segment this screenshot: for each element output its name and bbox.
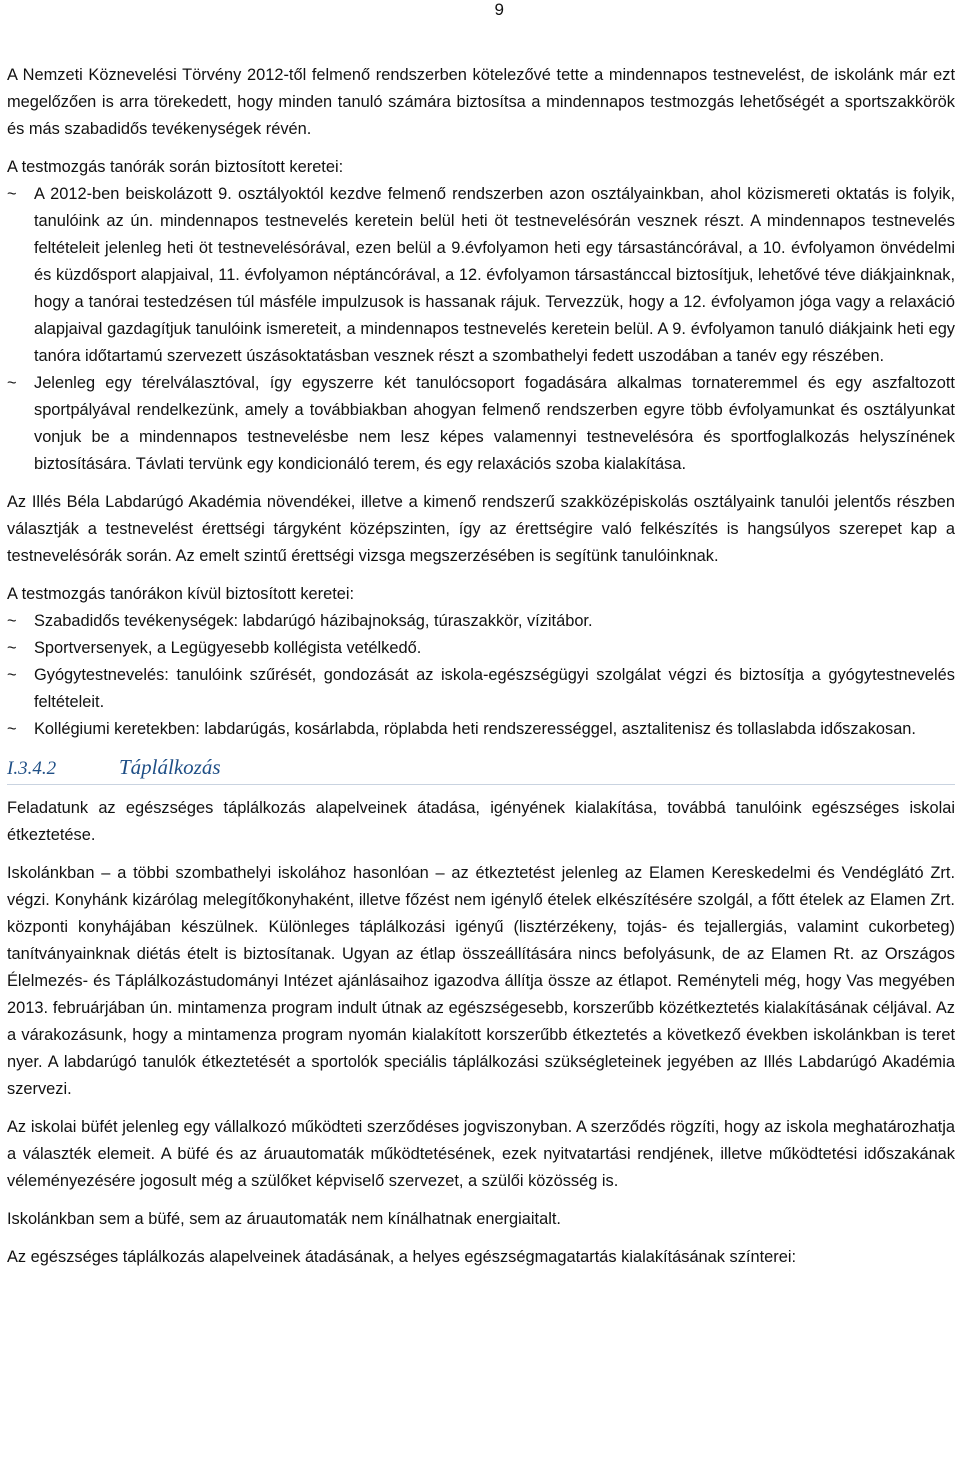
list-item: ~ Kollégiumi keretekben: labdarúgás, kosárlabda, röplabda heti rendszerességgel, asztalitenisz és tollaslabda időszakosan. — [7, 716, 955, 743]
buffet-paragraph: Az iskolai büfét jelenleg egy vállalkozó működteti szerződéses jogviszonyban. A szerződés rögzíti, hogy az iskola meghatározhatja a választék elemeit. A büfé és az áruautomaták működtetésének, ezek nyitvatartási rendjének, illetve működtetési időszakának véleményezésére jogosult még a szülőket képviselő szervezet, a szülői közösség is. — [7, 1118, 955, 1190]
list-item: ~ Jelenleg egy térelválasztóval, így egyszerre két tanulócsoport fogadására alkalmas tornateremmel és egy aszfaltozott sportpályával rendelkezünk, amely a továbbiakban ahogyan felmenő rendszerben egyre több évfolyamunkat és osztályunkat vonjuk be a mindennapos testnevelésbe nem lesz képes valamennyi testnevelésóra és sportfoglalkozás helyszínének biztosítására. Távlati tervünk egy kondicionáló terem, és egy relaxációs szoba kialakítása. — [7, 370, 955, 478]
page-content — [7, 62, 955, 1282]
list-item: ~ Szabadidős tevékenységek: labdarúgó házibajnokság, túraszakkör, vízitábor. — [7, 608, 955, 635]
section-heading — [7, 754, 955, 785]
lesson-frames-list — [7, 181, 955, 478]
section-number: I.3.4.2 — [7, 758, 57, 779]
list-item: ~ Sportversenyek, a Legügyesebb kollégista vetélkedő. — [7, 635, 955, 662]
intro-paragraph: A Nemzeti Köznevelési Törvény 2012-től felmenő rendszerben kötelezővé tette a mindennapos testnevelést, de iskolánk már ezt megelőzően is arra törekedett, hogy minden tanuló számára biztosítsa a mindennapos testmozgás lehetőségét a sportszakkörök és más szabadidős tevékenységek révén. — [7, 66, 955, 138]
page-number: 9 — [494, 0, 504, 19]
venues-paragraph: Az egészséges táplálkozás alapelveinek átadásának, a helyes egészségmagatartás kialakításának színterei: — [7, 1248, 797, 1266]
list-item: ~ A 2012-ben beiskolázott 9. osztályoktól kezdve felmenő rendszerben azon osztályainkban, ahol közismereti oktatás is folyik, tanulóink az ún. mindennapos testnevelés keretein belül heti öt testnevelésórán vesznek részt. A mindennapos testnevelés feltételeit jelenleg heti öt testnevelésórával, ezen belül a 9.évfolyamon heti egy társastáncórával, a 10. évfolyamon önvédelmi és küzdősport alapjaival, 11. évfolyamon néptáncórával, a 12. évfolyamon társastánccal biztosítjuk, lehetővé téve diákjainknak, hogy a tanórai testedzésen túl másféle impulzusok is hassanak rájuk. Tervezzük, hogy a 12. évfolyamon jóga vagy a relaxáció alapjaival gazdagítjuk tanulóink ismereteit, a mindennapos testnevelés keretein belül. A 9. évfolyamon tanuló diákjaink heti egy tanóra időtartamú szervezett úszásoktatásban vesznek részt a szombathelyi fedett uszodában a tanév egy részében. — [7, 181, 955, 370]
tilde-bullet: ~ — [7, 185, 17, 203]
list-item: ~ Gyógytestnevelés: tanulóink szűrését, gondozását az iskola-egészségügyi szolgálat végzi és biztosítja a gyógytestnevelés feltételeit. — [7, 662, 955, 716]
energy-drink-paragraph: Iskolánkban sem a büfé, sem az áruautomaták nem kínálhatnak energiaitalt. — [7, 1210, 561, 1228]
tilde-bullet: ~ — [7, 720, 17, 738]
section-title: Táplálkozás — [119, 755, 221, 779]
extra-frames-list — [7, 608, 955, 743]
nutrition-task-paragraph: Feladatunk az egészséges táplálkozás alapelveinek átadása, igényének kialakítása, továbbá tanulóink egészséges iskolai étkeztetése. — [7, 799, 955, 844]
tilde-bullet: ~ — [7, 612, 17, 630]
tilde-bullet: ~ — [7, 666, 17, 684]
tilde-bullet: ~ — [7, 639, 17, 657]
extra-frames-label: A testmozgás tanórákon kívül biztosított keretei: — [7, 585, 355, 603]
tilde-bullet: ~ — [7, 374, 17, 392]
academy-paragraph: Az Illés Béla Labdarúgó Akadémia növendékei, illetve a kimenő rendszerű szakközépiskolás osztályaink tanulói jelentős részben választják a testnevelést érettségi tárgyként középszinten, így az érettségire való felkészítés is hangsúlyos szerepet kap a testnevelésórák során. Az emelt szintű érettségi vizsga megszerzésében is segítünk tanulóinknak. — [7, 493, 955, 565]
catering-paragraph: Iskolánkban – a többi szombathelyi iskolához hasonlóan – az étkeztetést jelenleg az Elamen Kereskedelmi és Vendéglátó Zrt. végzi. Konyhánk kizárólag melegítőkonyhaként, illetve főzést nem igénylő ételek elkészítésére szolgál, a főtt ételek az Elamen Zrt. központi konyhájában készülnek. Különleges táplálkozási igényű (lisztérzékeny, tojás- és tejallergiás, valamint cukorbeteg) tanítványainknak diétás ételt is biztosítanak. Ugyan az étlap összeállítására nincs befolyásunk, de az Elamen Rt. az Országos Élelmezés- és Táplálkozástudományi Intézet ajánlásaihoz igazodva állítja össze az étlapot. Reményteli még, hogy Vas megyében 2013. februárjában ún. mintamenza program indult útnak az egészségesebb, korszerűbb közétkeztetés kialakításának céljával. Az a várakozásunk, hogy a mintamenza program nyomán kialakított korszerűbb étkeztetés a következő években iskolánkban is teret nyer. A labdarúgó tanulók étkeztetését a sportolók speciális táplálkozási szükségleteinek jegyében az Illés Labdarúgó Akadémia szervezi. — [7, 864, 955, 1098]
lesson-frames-label: A testmozgás tanórák során biztosított keretei: — [7, 158, 344, 176]
